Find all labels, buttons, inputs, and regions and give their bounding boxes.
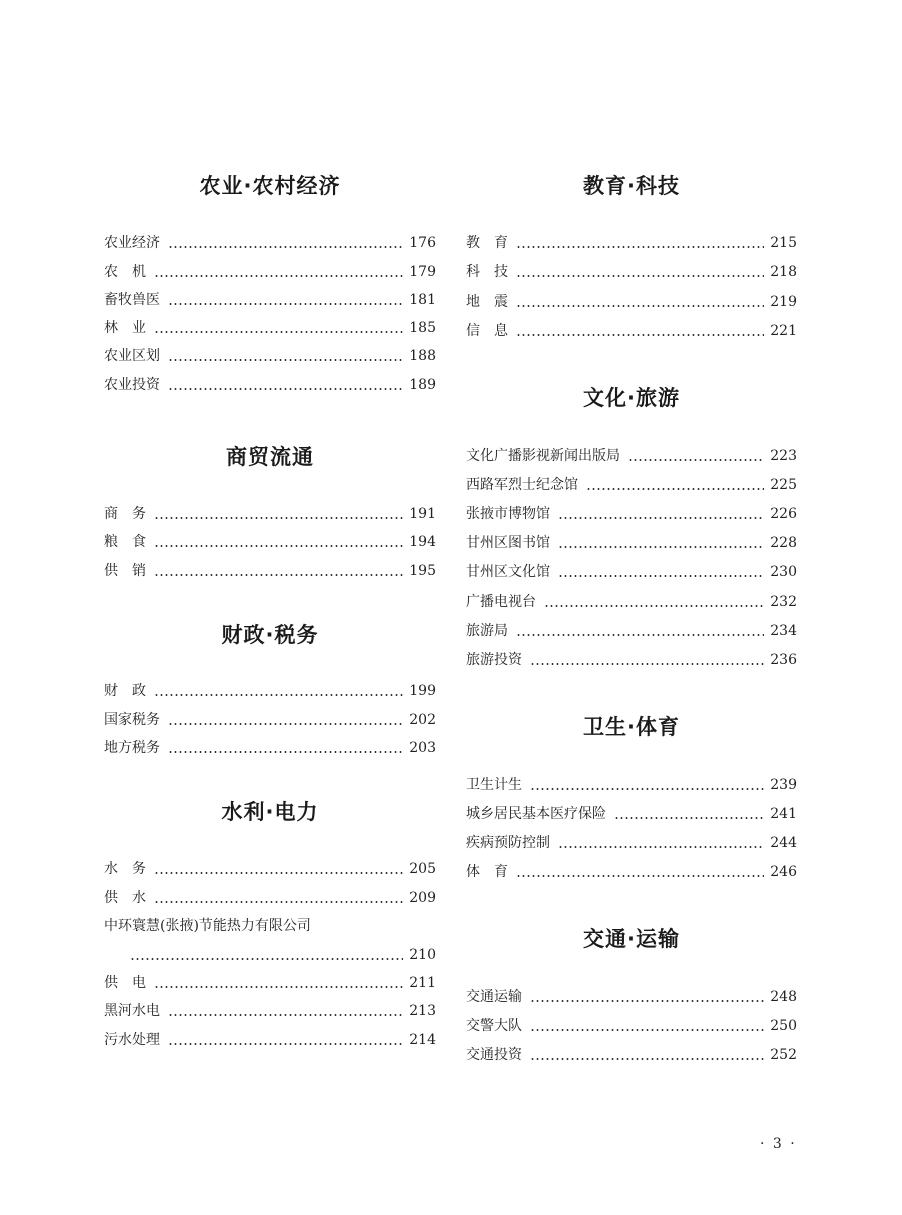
toc-entry-name: 地 震 [466, 294, 508, 310]
dot-leader [530, 663, 764, 665]
toc-entry-name: 疾病预防控制 [466, 835, 550, 851]
toc-entry-page: 205 [409, 861, 436, 877]
toc-entry[interactable] [466, 292, 797, 312]
toc-entry-page: 230 [770, 564, 797, 580]
dot-leader [614, 817, 764, 819]
toc-entry[interactable] [466, 562, 797, 582]
toc-entry[interactable] [104, 561, 436, 581]
toc-entry-page: 181 [409, 292, 436, 308]
toc-entry-page: 202 [409, 712, 436, 728]
toc-entry-name: 旅游局 [466, 623, 508, 639]
toc-entry-name: 卫生计生 [466, 777, 522, 793]
toc-entry-page: 210 [409, 947, 436, 963]
dot-leader [516, 875, 764, 877]
dot-leader [530, 1029, 764, 1031]
section-title-commerce: 商贸流通 [226, 445, 314, 469]
section-title-education: 教育·科技 [583, 174, 680, 198]
dot-leader [154, 872, 403, 874]
toc-entry[interactable] [466, 446, 797, 466]
dot-leader [154, 901, 403, 903]
dot-leader [516, 305, 764, 307]
section-title-finance: 财政·税务 [221, 623, 319, 647]
toc-entry-name: 交通运输 [466, 989, 522, 1005]
toc-entry[interactable] [104, 1030, 436, 1050]
toc-entry-name: 张掖市博物馆 [466, 506, 550, 522]
toc-entry[interactable] [104, 346, 436, 366]
toc-entry[interactable] [104, 532, 436, 552]
section-title-agriculture: 农业·农村经济 [199, 174, 341, 198]
toc-entry-name: 农 机 [104, 264, 146, 280]
toc-entry-name: 科 技 [466, 264, 508, 280]
toc-entry-name: 农业经济 [104, 235, 160, 251]
toc-entry-page: 248 [770, 989, 797, 1005]
toc-entry[interactable] [104, 973, 436, 993]
toc-entry-name: 林 业 [104, 320, 146, 336]
toc-entry-name: 城乡居民基本医疗保险 [466, 806, 606, 822]
dot-leader [168, 359, 403, 361]
toc-entry[interactable] [466, 650, 797, 670]
dot-leader [154, 331, 403, 333]
toc-entry[interactable] [466, 533, 797, 553]
dot-leader [558, 546, 764, 548]
dot-leader [130, 958, 403, 960]
toc-entry[interactable] [466, 592, 797, 612]
toc-entry-name: 西路军烈士纪念馆 [466, 477, 578, 493]
section-title-culture-tourism: 文化·旅游 [583, 386, 680, 410]
dot-leader [544, 605, 764, 607]
dot-leader [168, 1014, 403, 1016]
dot-leader [154, 694, 403, 696]
toc-entry-name: 供 电 [104, 975, 146, 991]
toc-entry-name: 甘州区图书馆 [466, 535, 550, 551]
toc-entry-page: 219 [770, 294, 797, 310]
toc-entry-page: 218 [770, 264, 797, 280]
toc-entry[interactable] [466, 775, 797, 795]
dot-leader [516, 275, 764, 277]
dot-leader [168, 723, 403, 725]
toc-entry-page: 176 [409, 235, 436, 251]
dot-leader [586, 488, 764, 490]
toc-entry[interactable] [104, 233, 436, 253]
toc-entry-page: 189 [409, 377, 436, 393]
toc-entry-page: 209 [409, 890, 436, 906]
page-number: · 3 · [760, 1136, 797, 1152]
toc-entry-name: 农业区划 [104, 348, 160, 364]
toc-entry-page: 194 [409, 534, 436, 550]
toc-entry-name: 甘州区文化馆 [466, 564, 550, 580]
toc-entry[interactable] [466, 621, 797, 641]
toc-entry-page: 191 [409, 506, 436, 522]
toc-entry-name: 农业投资 [104, 377, 160, 393]
toc-entry-page: 223 [770, 448, 797, 464]
toc-entry-name: 粮 食 [104, 534, 146, 550]
section-title-transport: 交通·运输 [583, 927, 680, 951]
dot-leader [516, 334, 764, 336]
toc-entry-page: 179 [409, 264, 436, 280]
toc-entry-name: 信 息 [466, 323, 508, 339]
dot-leader [530, 1000, 764, 1002]
toc-entry[interactable] [466, 321, 797, 341]
dot-leader [516, 246, 764, 248]
dot-leader [168, 751, 403, 753]
toc-entry-page: 244 [770, 835, 797, 851]
toc-entry[interactable] [466, 233, 797, 253]
toc-entry-name: 国家税务 [104, 712, 160, 728]
toc-entry-page: 211 [409, 975, 436, 991]
toc-entry[interactable] [104, 681, 436, 701]
toc-entry[interactable] [104, 290, 436, 310]
toc-entry[interactable] [466, 862, 797, 882]
toc-entry[interactable] [104, 375, 436, 395]
toc-entry-page: 232 [770, 594, 797, 610]
toc-entry-name: 水 务 [104, 861, 146, 877]
toc-entry-page: 239 [770, 777, 797, 793]
toc-entry[interactable] [104, 318, 436, 338]
toc-entry-name: 教 育 [466, 235, 508, 251]
dot-leader [154, 517, 403, 519]
toc-entry-name: 供 销 [104, 563, 146, 579]
toc-entry-page: 213 [409, 1003, 436, 1019]
toc-entry[interactable] [466, 475, 797, 495]
toc-entry-name: 体 育 [466, 864, 508, 880]
toc-entry[interactable] [466, 804, 797, 824]
dot-leader [168, 1043, 403, 1045]
toc-entry-name: 污水处理 [104, 1032, 160, 1048]
toc-entry-page: 203 [409, 740, 436, 756]
toc-entry[interactable] [104, 888, 436, 908]
toc-entry[interactable] [104, 1001, 436, 1021]
toc-entry-name: 黑河水电 [104, 1003, 160, 1019]
section-title-health-sports: 卫生·体育 [583, 715, 680, 739]
dot-leader [628, 459, 764, 461]
toc-entry[interactable] [104, 504, 436, 524]
toc-entry-name: 交通投资 [466, 1047, 522, 1063]
toc-entry-page: 241 [770, 806, 797, 822]
toc-entry[interactable] [104, 738, 436, 758]
toc-entry-page: 214 [409, 1032, 436, 1048]
toc-entry-page: 236 [770, 652, 797, 668]
toc-entry-page: 199 [409, 683, 436, 699]
dot-leader [154, 275, 403, 277]
dot-leader [168, 246, 403, 248]
toc-entry-name: 财 政 [104, 683, 146, 699]
dot-leader [516, 634, 764, 636]
dot-leader [530, 1058, 764, 1060]
toc-entry[interactable] [466, 262, 797, 282]
toc-entry-page: 225 [770, 477, 797, 493]
section-title-water-power: 水利·电力 [221, 800, 319, 824]
toc-entry[interactable] [104, 710, 436, 730]
dot-leader [558, 575, 764, 577]
toc-entry-name: 旅游投资 [466, 652, 522, 668]
toc-entry-name: 畜牧兽医 [104, 292, 160, 308]
toc-entry-page: 195 [409, 563, 436, 579]
toc-entry-page: 252 [770, 1047, 797, 1063]
toc-entry-page: 221 [770, 323, 797, 339]
dot-leader [558, 846, 764, 848]
dot-leader [558, 517, 764, 519]
dot-leader [154, 574, 403, 576]
dot-leader [154, 545, 403, 547]
dot-leader [168, 303, 403, 305]
toc-entry-page: 226 [770, 506, 797, 522]
dot-leader [168, 388, 403, 390]
toc-entry-continuation[interactable] [130, 945, 436, 965]
toc-entry-page: 246 [770, 864, 797, 880]
toc-entry[interactable] [466, 1045, 797, 1065]
toc-entry-name: 交警大队 [466, 1018, 522, 1034]
toc-entry[interactable] [466, 504, 797, 524]
toc-entry-name: 供 水 [104, 890, 146, 906]
toc-entry-name: 商 务 [104, 506, 146, 522]
toc-entry[interactable] [466, 833, 797, 853]
toc-entry-name: 广播电视台 [466, 594, 536, 610]
dot-leader [530, 788, 764, 790]
toc-entry-page: 234 [770, 623, 797, 639]
toc-entry[interactable] [104, 859, 436, 879]
toc-entry-page: 215 [770, 235, 797, 251]
toc-entry-page: 250 [770, 1018, 797, 1034]
toc-entry[interactable] [466, 987, 797, 1007]
toc-entry-name: 地方税务 [104, 740, 160, 756]
toc-entry-name-long[interactable]: 中环寰慧(张掖)节能热力有限公司 [104, 918, 311, 934]
toc-entry-page: 188 [409, 348, 436, 364]
dot-leader [154, 986, 403, 988]
toc-entry-page: 228 [770, 535, 797, 551]
toc-entry-name: 文化广播影视新闻出版局 [466, 448, 620, 464]
toc-entry-page: 185 [409, 320, 436, 336]
toc-entry[interactable] [104, 262, 436, 282]
toc-entry[interactable] [466, 1016, 797, 1036]
